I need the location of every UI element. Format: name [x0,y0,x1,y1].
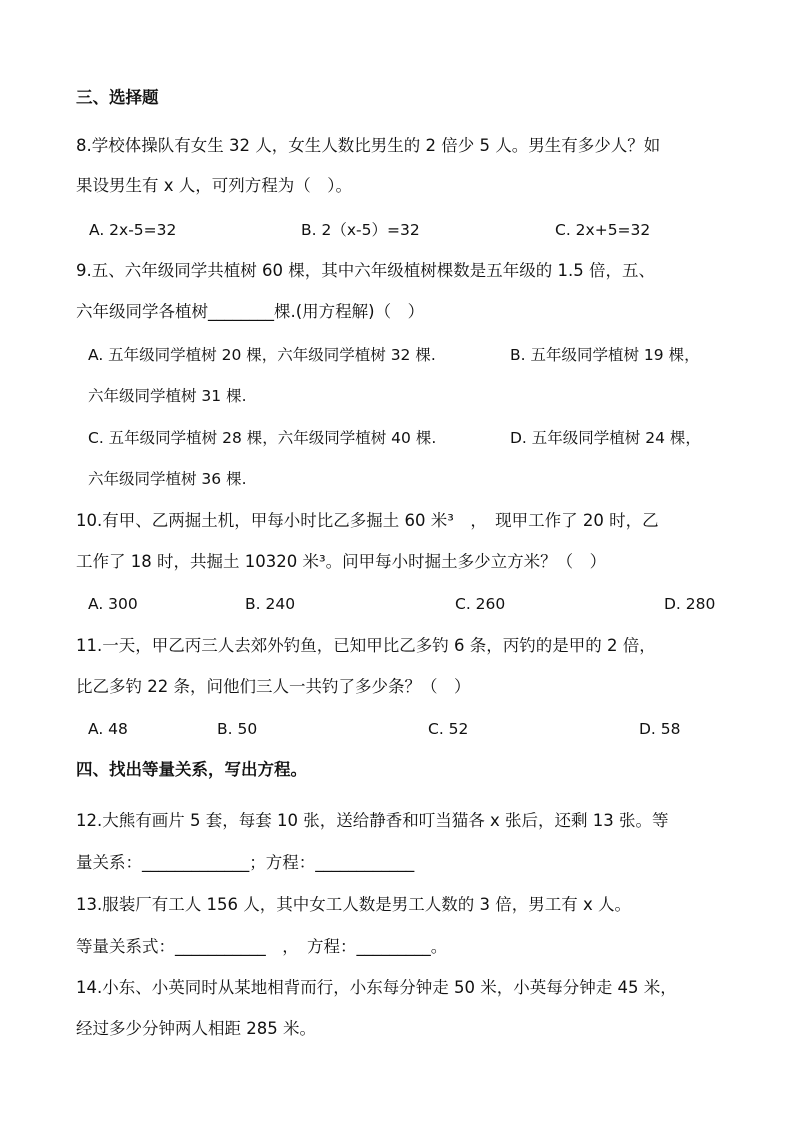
q8-option-b: B. 2（x-5）=32 [301,221,420,239]
q10-line2: 工作了 18 时，共掘土 10320 米³。问甲每小时掘土多少立方米？（ ） [76,552,607,571]
q9-option-d-cont: 六年级同学植树 36 棵. [88,470,247,488]
q9-line1: 9.五、六年级同学共植树 60 棵，其中六年级植树棵数是五年级的 1.5 倍，五、 [76,261,655,280]
q11-option-a: A. 48 [88,720,128,738]
q13-line2: 等量关系式：___________ ， 方程：_________。 [76,937,448,956]
q11-line1: 11.一天，甲乙丙三人去郊外钓鱼，已知甲比乙多钓 6 条，丙钓的是甲的 2 倍， [76,636,656,655]
q9-option-a: A. 五年级同学植树 20 棵，六年级同学植树 32 棵. [88,346,436,364]
q9-line2: 六年级同学各植树________棵.(用方程解)（ ） [76,302,425,321]
q13-line1: 13.服装厂有工人 156 人，其中女工人数是男工人数的 3 倍，男工有 x 人。 [76,895,631,914]
q8-option-c: C. 2x+5=32 [555,221,651,239]
q8-line1: 8.学校体操队有女生 32 人，女生人数比男生的 2 倍少 5 人。男生有多少人？如 [76,136,661,155]
q8-option-a: A. 2x-5=32 [89,221,177,239]
q10-option-d: D. 280 [664,595,716,613]
q8-line2: 果设男生有 x 人，可列方程为（ ）。 [76,176,353,195]
q11-line2: 比乙多钓 22 条，问他们三人一共钓了多少条？（ ） [76,677,471,696]
q9-option-c: C. 五年级同学植树 28 棵，六年级同学植树 40 棵. [88,429,437,447]
q10-line1: 10.有甲、乙两掘土机，甲每小时比乙多掘土 60 米³ ， 现甲工作了 20 时，乙 [76,511,659,530]
q9-option-b-cont: 六年级同学植树 31 棵. [88,387,247,405]
q12-line1: 12.大熊有画片 5 套，每套 10 张，送给静香和叮当猫各 x 张后，还剩 13 张。等 [76,811,669,830]
q10-option-c: C. 260 [455,595,506,613]
q9-option-d: D. 五年级同学植树 24 棵， [510,429,701,447]
section4-title: 四、找出等量关系，写出方程。 [76,760,307,779]
q11-option-b: B. 50 [217,720,258,738]
q9-option-b: B. 五年级同学植树 19 棵， [510,346,700,364]
q14-line1: 14.小东、小英同时从某地相背而行，小东每分钟走 50 米，小英每分钟走 45 米， [76,978,677,997]
q10-option-b: B. 240 [245,595,296,613]
q10-option-a: A. 300 [88,595,138,613]
q12-line2: 量关系：_____________；方程：____________ [76,853,415,872]
q14-line2: 经过多少分钟两人相距 285 米。 [76,1019,316,1038]
q11-option-d: D. 58 [639,720,681,738]
section3-title: 三、选择题 [76,88,159,107]
q11-option-c: C. 52 [428,720,469,738]
